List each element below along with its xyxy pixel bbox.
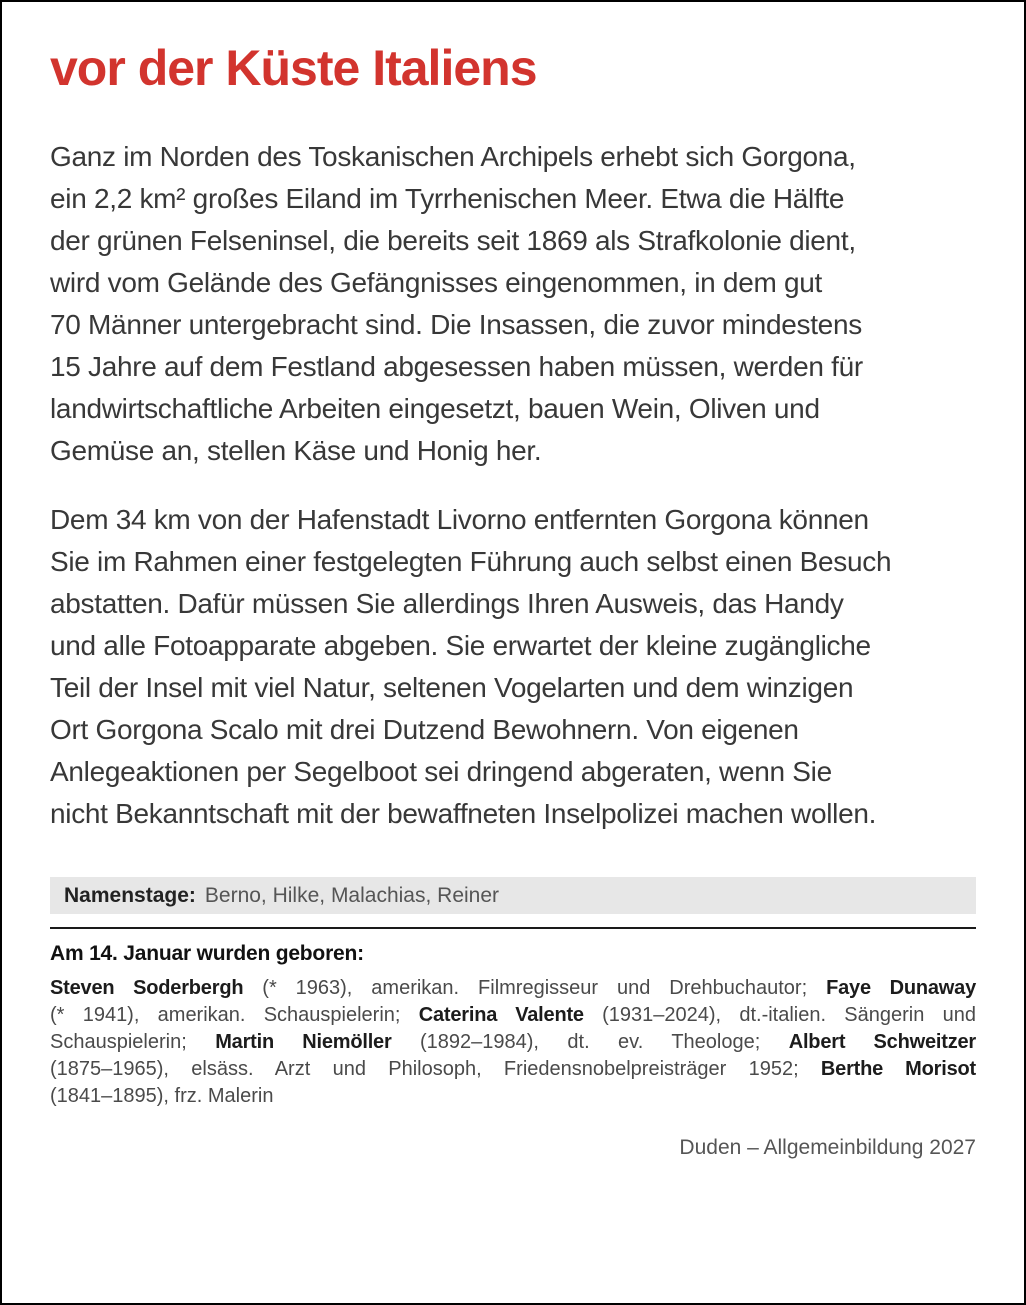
person-name: Caterina Valente (418, 1004, 584, 1026)
person-detail: Schauspielerin; (50, 1031, 216, 1053)
body-line: abstatten. Dafür müssen Sie allerdings Ihren Ausweis, das Handy (50, 588, 844, 619)
page-content (50, 2, 976, 1160)
paragraph-1 (50, 136, 976, 472)
page-title: vor der Küste Italiens (50, 40, 537, 96)
body-line: Dem 34 km von der Hafenstadt Livorno entfernten Gorgona können (50, 504, 869, 535)
namedays-bar (50, 877, 976, 914)
person-detail: (1875–1965), elsäss. Arzt und Philosoph, Friedensnobelpreisträger 1952; (50, 1058, 821, 1080)
body-line: Ort Gorgona Scalo mit drei Dutzend Bewohnern. Von eigenen (50, 714, 799, 745)
body-line: 15 Jahre auf dem Festland abgesessen haben müssen, werden für (50, 351, 863, 382)
birthdays-line (50, 975, 976, 1002)
paragraph-2 (50, 499, 976, 835)
body-line: Teil der Insel mit viel Natur, seltenen Vogelarten und dem winzigen (50, 672, 854, 703)
person-detail: (* 1963), amerikan. Filmregisseur und Drehbuchautor; (243, 977, 827, 999)
birthdays-text (50, 975, 976, 1110)
body-line: wird vom Gelände des Gefängnisses eingenommen, in dem gut (50, 267, 823, 298)
birthdays-line (50, 1029, 976, 1056)
person-detail: (1892–1984), dt. ev. Theologe; (391, 1031, 789, 1053)
body-line: der grünen Felseninsel, die bereits seit 1869 als Strafkolonie dient, (50, 225, 856, 256)
body-line: Anlegeaktionen per Segelboot sei dringend abgeraten, wenn Sie (50, 756, 832, 787)
body-line: 70 Männer untergebracht sind. Die Insassen, die zuvor mindestens (50, 309, 862, 340)
person-name: Berthe Morisot (820, 1058, 976, 1080)
birthdays-line (50, 1002, 976, 1029)
body-line: Ganz im Norden des Toskanischen Archipels erhebt sich Gorgona, (50, 141, 856, 172)
body-line: nicht Bekanntschaft mit der bewaffneten Inselpolizei machen wollen. (50, 798, 877, 829)
body-line: Gemüse an, stellen Käse und Honig her. (50, 435, 542, 466)
person-name: Steven Soderbergh (50, 977, 244, 999)
body-line: und alle Fotoapparate abgeben. Sie erwartet der kleine zugängliche (50, 630, 871, 661)
person-detail: (1931–2024), dt.-italien. Sängerin und (583, 1004, 976, 1026)
article-body (50, 136, 976, 835)
person-name: Martin Niemöller (215, 1031, 392, 1053)
publisher-credit: Duden – Allgemeinbildung 2027 (679, 1136, 976, 1159)
birthdays-line (50, 1056, 976, 1083)
person-name: Albert Schweitzer (788, 1031, 976, 1053)
birthdays-line (50, 1083, 976, 1110)
birthdays-heading: Am 14. Januar wurden geboren: (50, 942, 364, 965)
person-name: Faye Dunaway (826, 977, 976, 999)
namedays-label: Namenstage: (64, 883, 196, 907)
namedays-names: Berno, Hilke, Malachias, Reiner (204, 883, 500, 907)
person-detail: (1841–1895), frz. Malerin (50, 1085, 274, 1107)
body-line: landwirtschaftliche Arbeiten eingesetzt, bauen Wein, Oliven und (50, 393, 820, 424)
body-line: ein 2,2 km² großes Eiland im Tyrrhenischen Meer. Etwa die Hälfte (50, 183, 845, 214)
body-line: Sie im Rahmen einer festgelegten Führung auch selbst einen Besuch (50, 546, 892, 577)
person-detail: (* 1941), amerikan. Schauspielerin; (50, 1004, 419, 1026)
section-divider (50, 927, 976, 929)
